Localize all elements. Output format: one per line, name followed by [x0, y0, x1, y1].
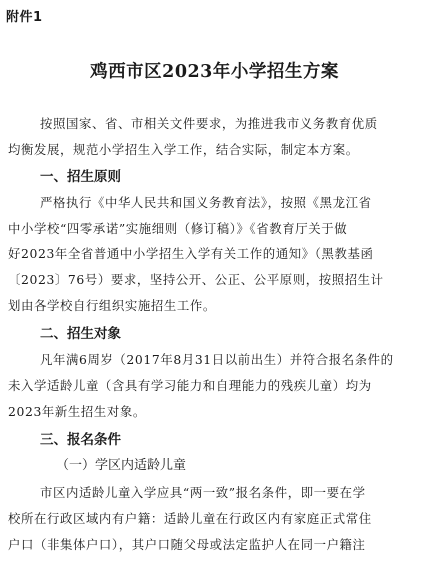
- section-2-line-3: 2023年新生招生对象。: [8, 404, 146, 419]
- section-1-heading: 一、招生原则: [40, 169, 121, 185]
- section-3-line-3: 户口（非集体户口），其户口随父母或法定监护人在同一户籍注: [8, 537, 366, 552]
- section-1-line-1: 严格执行《中华人民共和国义务教育法》，按照《黑龙江省: [40, 195, 372, 210]
- section-1-line-4: 〔2023〕76号）要求，坚持公开、公正、公平原则，按照招生计: [8, 272, 384, 287]
- section-1-line-5: 划由各学校自行组织实施招生工作。: [8, 298, 216, 313]
- section-1-line-3: 好2023年全省普通中小学招生入学有关工作的通知》（黑教基函: [8, 246, 374, 261]
- section-3-subheading: （一）学区内适龄儿童: [56, 458, 187, 473]
- section-3-line-2: 校所在行政区域内有户籍：适龄儿童在行政区内有家庭正式常住: [8, 511, 372, 526]
- section-2-line-2: 未入学适龄儿童（含具有学习能力和自理能力的残疾儿童）均为: [8, 378, 372, 393]
- section-1-line-2: 中小学校“四零承诺”实施细则（修订稿）》《省教育厅关于做: [8, 221, 348, 236]
- section-3-heading: 三、报名条件: [40, 432, 121, 448]
- intro-line-1: 按照国家、省、市相关文件要求，为推进我市义务教育优质: [40, 116, 378, 131]
- document-title: 鸡西市区2023年小学招生方案: [90, 62, 339, 82]
- section-2-line-1: 凡年满6周岁（2017年8月31日以前出生）并符合报名条件的: [40, 352, 394, 367]
- intro-line-2: 均衡发展，规范小学招生入学工作，结合实际，制定本方案。: [8, 142, 359, 157]
- attachment-label: 附件1: [6, 10, 43, 25]
- section-3-line-1: 市区内适龄儿童入学应具“两一致”报名条件，即一要在学: [40, 485, 366, 500]
- section-2-heading: 二、招生对象: [40, 326, 121, 342]
